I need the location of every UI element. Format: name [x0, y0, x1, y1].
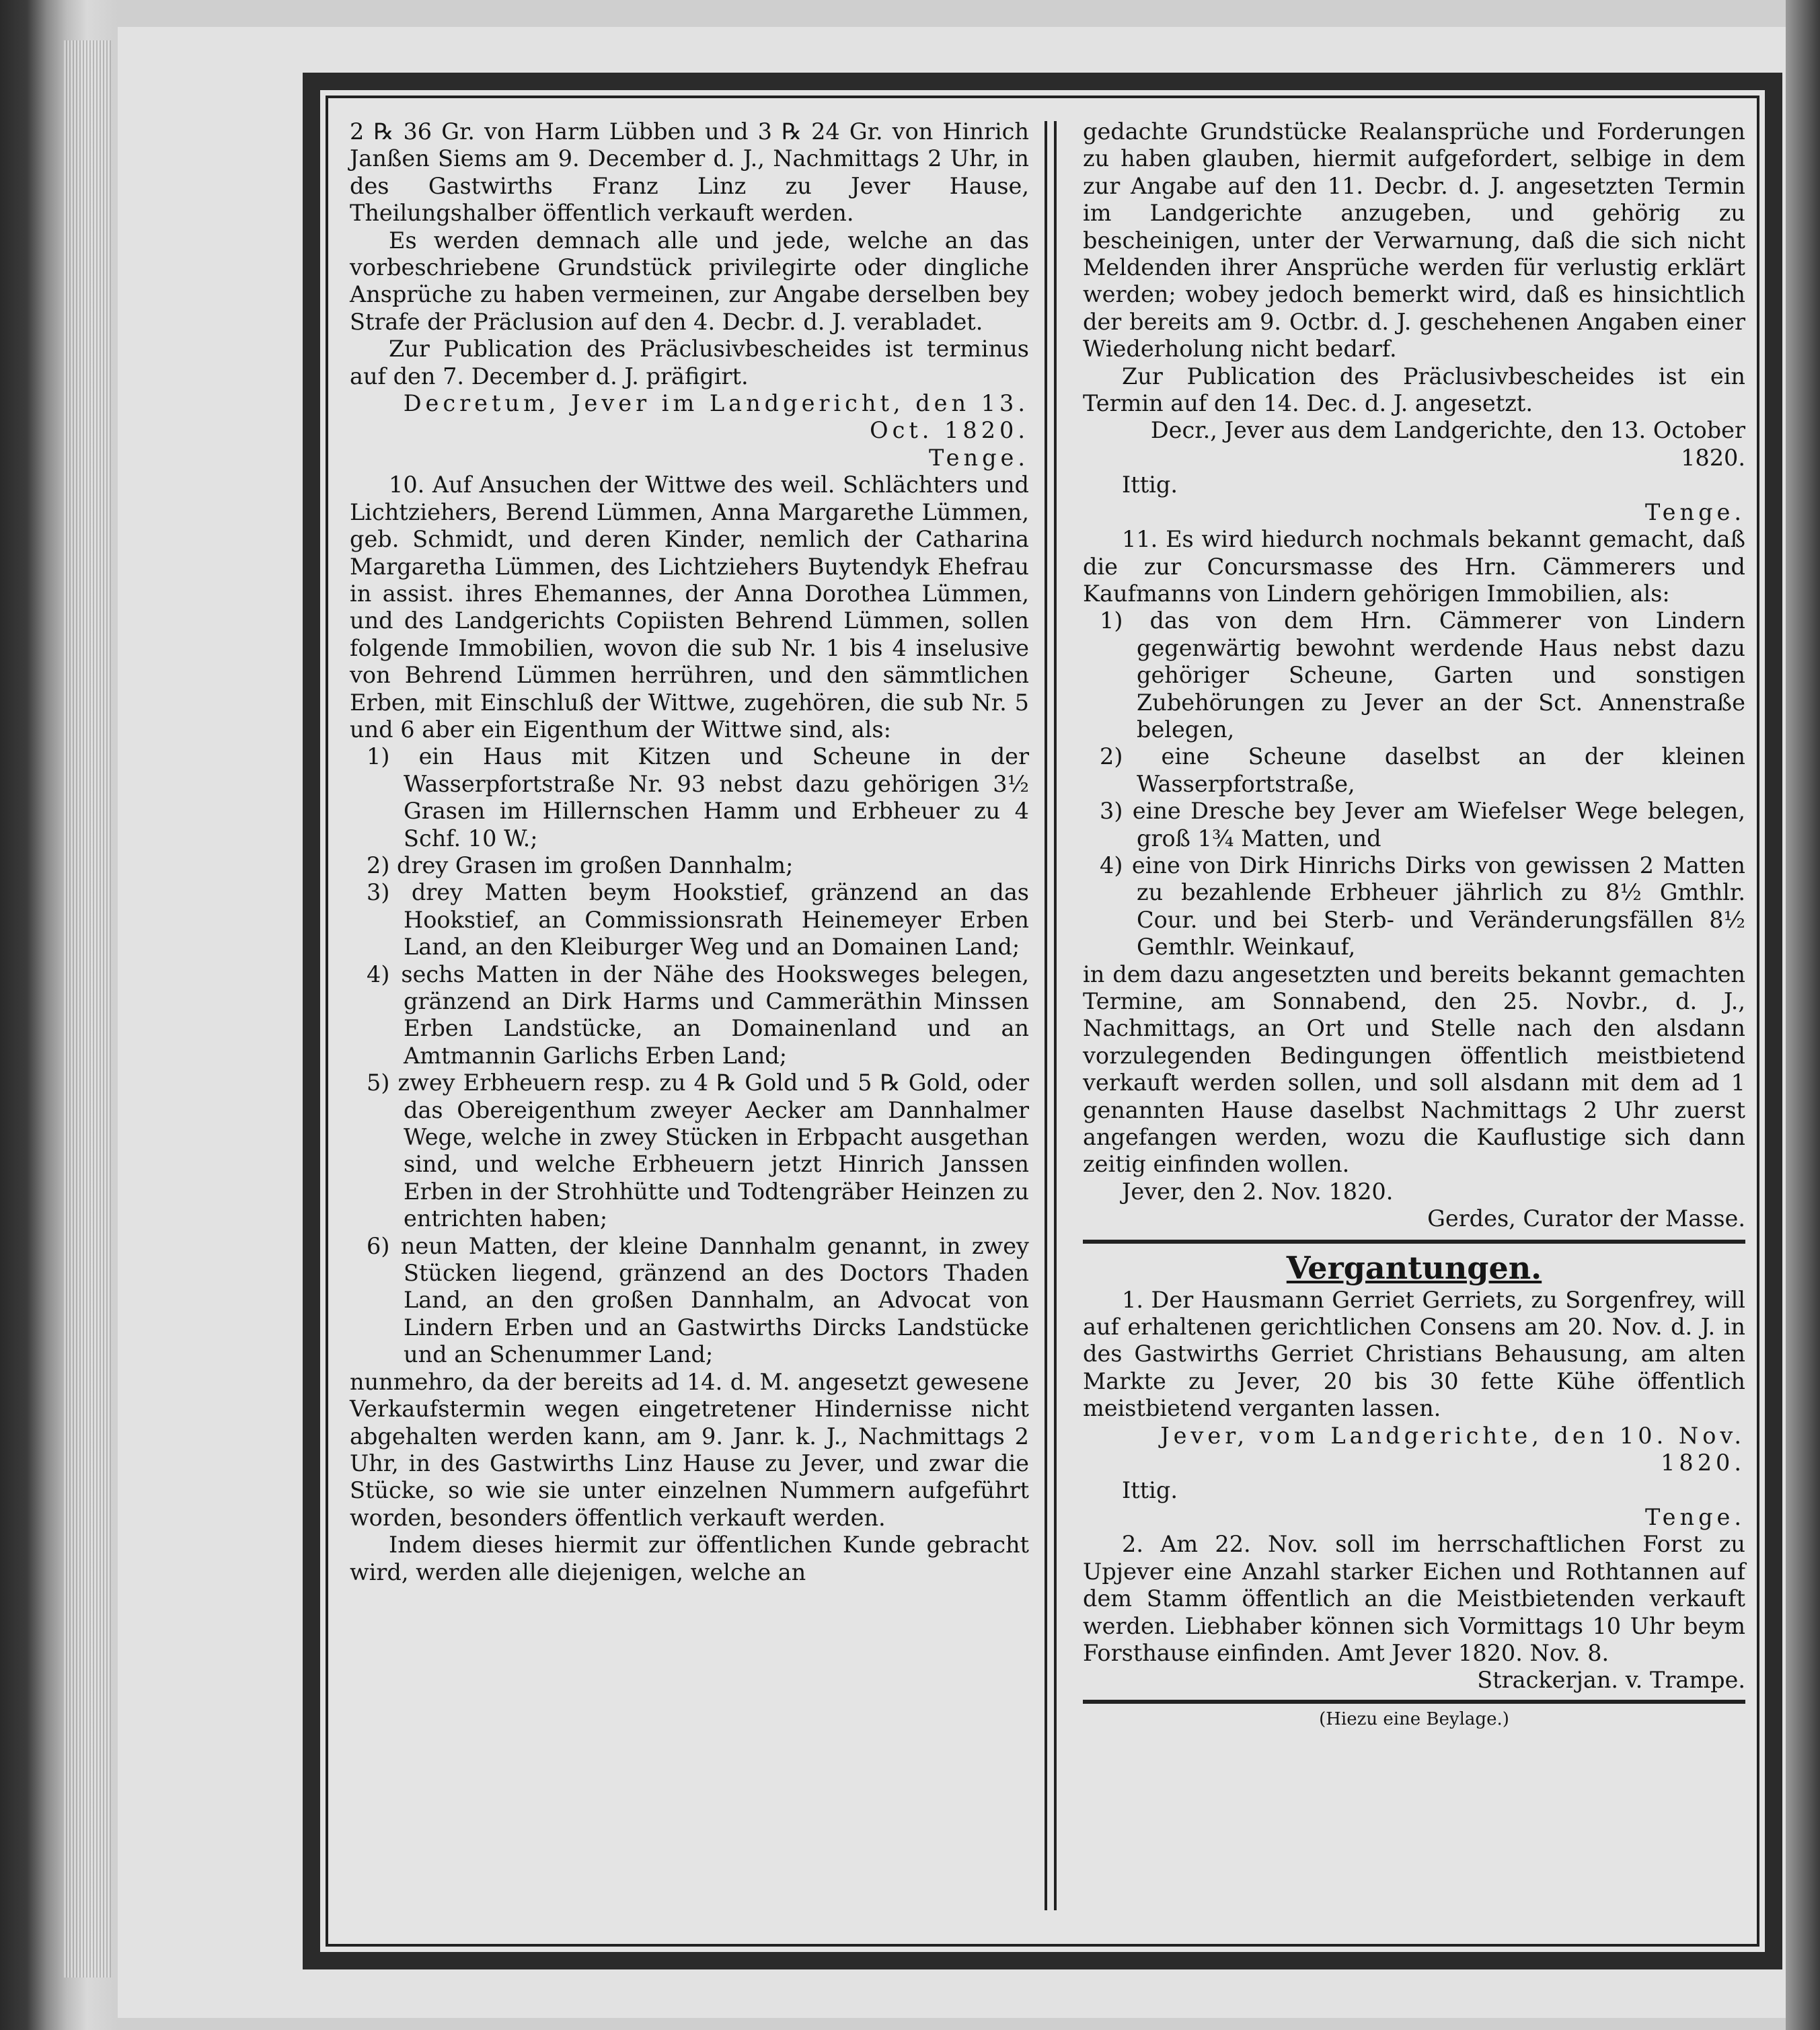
left-paragraph: Indem dieses hiermit zur öffentlichen Kunde gebracht wird, werden alle diejenigen, welche an	[350, 1532, 1029, 1585]
signature: Tenge.	[1644, 498, 1745, 525]
list-item: 3) drey Matten beym Hookstief, gränzend an das Hookstief, an Commissionsrath Heinemeyer Erben Land, an den Kleiburger Weg und an Domainen Land;	[367, 879, 1029, 961]
date-line: Jever, den 2. Nov. 1820.	[1122, 1178, 1394, 1205]
list-item: 2) drey Grasen im großen Dannhalm;	[367, 852, 794, 878]
notice-11: 11. Es wird hiedurch nochmals bekannt gemacht, daß die zur Concursmasse des Hrn. Cämmerers und Kaufmanns von Lindern gehörigen Immobilien, als:	[1083, 526, 1745, 607]
signature: Strackerjan. v. Trampe.	[1477, 1667, 1745, 1694]
list-item: 5) zwey Erbheuern resp. zu 4 ℞ Gold und 5 ℞ Gold, oder das Obereigenthum zweyer Aecker am Dannhalmer Wege, welche in zwey Stücken in Erbpacht ausgethan sind, und welche Erbheuern jetzt Hinrich Janssen Erben in der Strohhütte und Todtengräber Heinzen zu entrichten haben;	[367, 1069, 1029, 1232]
decretum-line: Jever, vom Landgerichte, den 10. Nov. 1820.	[1160, 1422, 1745, 1476]
signature: Ittig.	[1122, 1476, 1178, 1503]
decretum-line: Decr., Jever aus dem Landgerichte, den 13. October 1820.	[1150, 417, 1745, 471]
left-column	[350, 118, 1029, 1586]
right-paragraph: Zur Publication des Präclusivbescheides ist ein Termin auf den 14. Dec. d. J. angesetzt.	[1083, 363, 1745, 417]
left-paragraph: 2 ℞ 36 Gr. von Harm Lübben und 3 ℞ 24 Gr. von Hinrich Janßen Siems am 9. December d. J., Nachmittags 2 Uhr, in des Gastwirths Franz Linz zu Jever Hause, Theilungshalber öffentlich verkauft werden.	[350, 118, 1029, 227]
list-item: 4) sechs Matten in der Nähe des Hooksweges belegen, gränzend an Dirk Harms und Cammeräthin Minssen Erben Landstücke, an Domainenland und an Amtmannin Garlichs Erben Land;	[367, 961, 1029, 1069]
gutter-shadow	[1786, 0, 1820, 2030]
end-rule	[1083, 1700, 1745, 1704]
signature: Gerdes, Curator der Masse.	[1427, 1205, 1745, 1232]
notice-10: 10. Auf Ansuchen der Wittwe des weil. Schlächters und Lichtziehers, Berend Lümmen, Anna Margarethe Lümmen, geb. Schmidt, und deren Kinder, nemlich der Catharina Margaretha Lümmen, des Lichtziehers Buytendyk Ehefrau in assist. ihres Ehemannes, der Anna Dorothea Lümmen, und des Landgerichts Copiisten Behrend Lümmen, sollen folgende Immobilien, wovon die sub Nr. 1 bis 4 inselusive von Behrend Lümmen herrühren, und den sämmtlichen Erben, mit Einschluß der Wittwe, zugehören, die sub Nr. 5 und 6 aber ein Eigenthum der Wittwe sind, als:	[350, 472, 1029, 743]
right-column	[1083, 118, 1745, 1731]
list-item: 4) eine von Dirk Hinrichs Dirks von gewissen 2 Matten zu bezahlende Erbheuer jährlich zu 8½ Gmthlr. Cour. und bei Sterb- und Veränderungsfällen 8½ Gemthlr. Weinkauf,	[1100, 852, 1745, 961]
list-item: 1) das von dem Hrn. Cämmerer von Lindern gegenwärtig bewohnt werdende Haus nebst dazu gehöriger Scheune, Garten und sonstigen Zubehörungen zu Jever an der Sct. Annenstraße belegen,	[1100, 607, 1745, 743]
list-item: 2) eine Scheune daselbst an der kleinen Wasserpfortstraße,	[1100, 743, 1745, 797]
list-item: 6) neun Matten, der kleine Dannhalm genannt, in zwey Stücken liegend, gränzend an des Doctors Thaden Land, an den großen Dannhalm, an Advocat von Lindern Erben und an Gastwirths Dircks Landstücke und an Schenummer Land;	[367, 1232, 1029, 1368]
supplement-note: (Hiezu eine Beylage.)	[1319, 1708, 1509, 1729]
book-edge	[0, 0, 118, 2030]
list-item: 1) ein Haus mit Kitzen und Scheune in der Wasserpfortstraße Nr. 93 nebst dazu gehörigen 3½ Grasen im Hillernschen Hamm und Erbheuer zu 4 Schf. 10 W.;	[367, 743, 1029, 852]
column-divider	[1045, 121, 1057, 1910]
left-paragraph: nunmehro, da der bereits ad 14. d. M. angesetzt gewesene Verkaufstermin wegen eingetretener Hindernisse nicht abgehalten werden kann, am 9. Janr. k. J., Nachmittags 2 Uhr, in des Gastwirths Linz Hause zu Jever, und zwar die Stücke, so wie sie unter einzelnen Nummern aufgeführt worden, besonders öffentlich verkauft werden.	[350, 1368, 1029, 1531]
section-rule	[1083, 1240, 1745, 1244]
list-item: 3) eine Dresche bey Jever am Wiefelser Wege belegen, groß 1¾ Matten, und	[1100, 798, 1745, 852]
section-title: Vergantungen.	[1286, 1249, 1542, 1286]
signature: Tenge.	[928, 444, 1029, 471]
right-paragraph: gedachte Grundstücke Realansprüche und Forderungen zu haben glauben, hiermit aufgefordert, selbige in dem zur Angabe auf den 11. Decbr. d. J. angesetzten Termin im Landgerichte anzugeben, und gehörig zu bescheinigen, unter der Verwarnung, daß die sich nicht Meldenden ihrer Ansprüche werden für verlustig erklärt werden; wobey jedoch bemerkt wird, daß es hinsichtlich der bereits am 9. Octbr. d. J. geschehenen Angaben einer Wiederholung nicht bedarf.	[1083, 118, 1745, 363]
left-paragraph: Es werden demnach alle und jede, welche an das vorbeschriebene Grundstück privilegirte oder dingliche Ansprüche zu haben vermeinen, zur Angabe derselben bey Strafe der Präclusion auf den 4. Decbr. d. J. verabladet.	[350, 227, 1029, 335]
right-paragraph: in dem dazu angesetzten und bereits bekannt gemachten Termine, am Sonnabend, den 25. Novbr., d. J., Nachmittags, an Ort und Stelle nach den alsdann vorzulegenden Bedingungen öffentlich meistbietend verkauft werden sollen, und soll alsdann mit dem ad 1 genannten Hause daselbst Nachmittags 2 Uhr zuerst angefangen werden, wozu die Kauflustige sich dann zeitig einfinden wollen.	[1083, 961, 1745, 1178]
vergantung-2: 2. Am 22. Nov. soll im herrschaftlichen Forst zu Upjever eine Anzahl starker Eichen und Rothtannen auf dem Stamm öffentlich an die Meistbietenden verkauft werden. Liebhaber können sich Vormittags 10 Uhr beym Forsthause einfinden. Amt Jever 1820. Nov. 8.	[1083, 1531, 1745, 1666]
signature: Ittig.	[1122, 472, 1178, 498]
signature: Tenge.	[1644, 1503, 1745, 1530]
decretum-line: Decretum, Jever im Landgericht, den 13. Oct. 1820.	[403, 390, 1029, 444]
page-stack	[64, 40, 111, 1978]
vergantung-1: 1. Der Hausmann Gerriet Gerriets, zu Sorgenfrey, will auf erhaltenen gerichtlichen Consens am 20. Nov. d. J. in des Gastwirths Gerriet Christians Behausung, am alten Markte zu Jever, 20 bis 30 fette Kühe öffentlich meistbietend verganten lassen.	[1083, 1286, 1745, 1422]
left-paragraph: Zur Publication des Präclusivbescheides ist terminus auf den 7. December d. J. präfigirt.	[350, 336, 1029, 389]
